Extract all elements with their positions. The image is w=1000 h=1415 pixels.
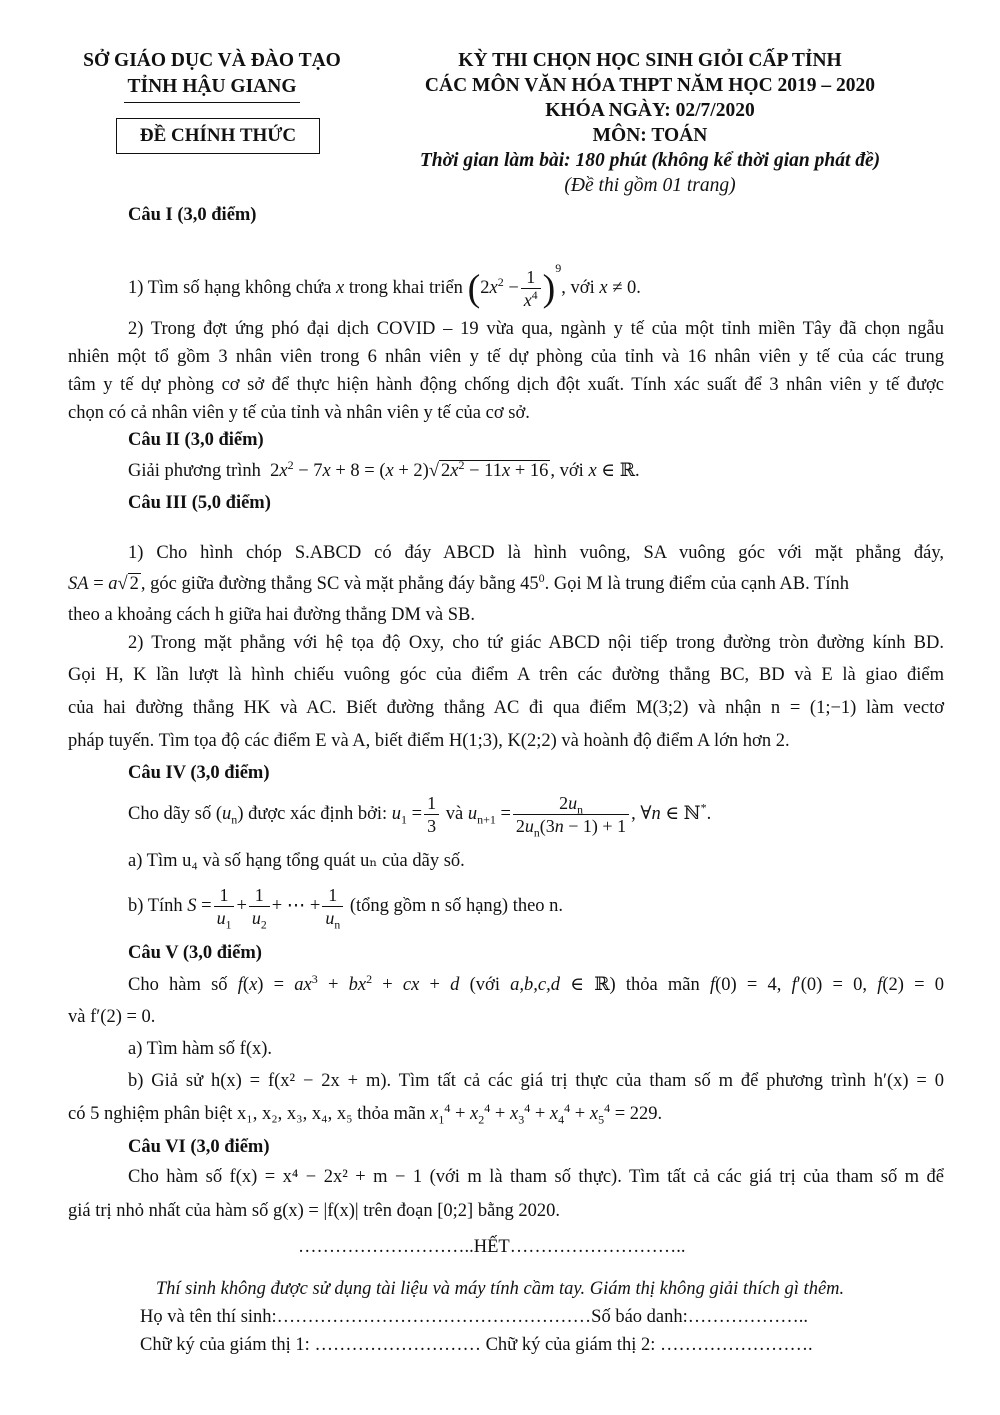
end-of-exam-mark: ………………………..HẾT……………………….. bbox=[298, 1237, 686, 1257]
question-3-line-3: theo a khoảng cách h giữa hai đường thẳng DM và SB. bbox=[68, 605, 475, 625]
page-count-note: (Đề thi gồm 01 trang) bbox=[564, 175, 736, 196]
exam-header bbox=[385, 48, 915, 198]
question-6-line-2: giá trị nhỏ nhất của hàm số g(x) = |f(x)| trên đoạn [0;2] bằng 2020. bbox=[68, 1201, 561, 1221]
question-3-line-2: SA = a√ 2 , góc giữa đường thẳng SC và mặt phẳng đáy bằng $45^0$. Gọi M là trung điểm của cạnh AB. Tính bbox=[68, 570, 849, 594]
question-3-line-1: 1) Cho hình chóp S.ABCD có đáy ABCD là hình vuông, SA vuông góc với mặt phẳng đáy, bbox=[128, 543, 944, 563]
department-header bbox=[62, 48, 362, 103]
official-exam-label: ĐỀ CHÍNH THỨC bbox=[116, 118, 320, 154]
question-5-part-a: a) Tìm hàm số f(x). bbox=[128, 1039, 273, 1059]
question-4-title: Câu IV (3,0 điểm) bbox=[128, 763, 270, 783]
question-3-line-7: pháp tuyến. Tìm tọa độ các điểm E và A, biết điểm H(1;3), K(2;2) và hoành độ điểm A lớn hơn 2. bbox=[68, 731, 790, 751]
exam-title: KỲ THI CHỌN HỌC SINH GIỎI CẤP TỈNH bbox=[458, 50, 842, 71]
question-1-part-2-line-1: 2) Trong đợt ứng phó đại dịch COVID – 19 vừa qua, ngành y tế của một tỉnh miền Tây đã chọn ngẫu bbox=[128, 319, 944, 339]
question-3-line-6: của hai đường thẳng HK và AC. Biết đường thẳng AC đi qua điểm M(3;2) và nhận n = (1;−1) làm vectơ bbox=[68, 698, 944, 718]
exam-subject: MÔN: TOÁN bbox=[592, 125, 708, 146]
question-4-part-a: a) Tìm u₄ và số hạng tổng quát uₙ của dãy số. bbox=[128, 851, 465, 871]
exam-date: KHÓA NGÀY: 02/7/2020 bbox=[545, 100, 755, 121]
question-5-part-b-condition: có 5 nghiệm phân biệt x₁, x₂, x₃, x₄, x₅ thỏa mãn $x_1^4 + x_2^4 + x_3^4 + x_4^4 + x_5^4 = 229$. bbox=[68, 1100, 663, 1127]
question-4-definition: Cho dãy số $(u_n)$ được xác định bởi: $u_1$ = $\frac{1}{3}$ và $u_{n+1}$ = $\frac{2u_n}{2u_n(3n - 1) + 1}$ , ∀n ∈ ℕ*. bbox=[128, 793, 712, 840]
question-3-title: Câu III (5,0 điểm) bbox=[128, 493, 271, 513]
question-3-line-4: 2) Trong mặt phẳng với hệ tọa độ Oxy, cho tứ giác ABCD nội tiếp trong đường tròn đường kính BD. bbox=[128, 633, 944, 653]
question-1-part-2-line-4: chọn có cả nhân viên y tế của tỉnh và nhân viên y tế của cơ sở. bbox=[68, 403, 530, 423]
question-1-title: Câu I (3,0 điểm) bbox=[128, 205, 257, 225]
question-1-part-2-line-3: tâm y tế dự phòng cơ sở để thực hiện hành động chống dịch đột xuất. Tính xác suất để 3 nhân viên y tế được bbox=[68, 375, 944, 395]
question-5-title: Câu V (3,0 điểm) bbox=[128, 943, 262, 963]
question-1-part-2-line-2: nhiên một tổ gồm 3 nhân viên trong 6 nhân viên y tế dự phòng của tỉnh và 16 nhân viên y tế của các trung bbox=[68, 347, 944, 367]
question-1-part-1: 1) Tìm số hạng không chứa x trong khai triển ($2x^2$ − $\frac{1}{x^4}$ )$^9$, với x ≠ 0. bbox=[128, 260, 641, 310]
question-5-line-1: Cho hàm số $f(x) = ax^3 + bx^2$ + cx + d (với a,b,c,d ∈ ℝ) thỏa mãn f(0) = 4, f′(0) = 0, f(2) = 0 bbox=[128, 971, 945, 995]
question-3-line-5: Gọi H, K lần lượt là hình chiếu vuông góc của điểm A trên các đường thẳng BC, BD và E là giao điểm bbox=[68, 665, 944, 685]
question-4-part-b: b) Tính S = $\frac{1}{u_1}$ + $\frac{1}{u_2}$ + ⋯ + $\frac{1}{u_n}$ (tổng gồm n số hạng) theo n. bbox=[128, 885, 564, 932]
question-5-part-b: b) Giả sử h(x) = f(x² − 2x + m). Tìm tất cả các giá trị thực của tham số m để phương trình h′(x) = 0 bbox=[128, 1071, 944, 1091]
exam-duration: Thời gian làm bài: 180 phút (không kể thời gian phát đề) bbox=[419, 150, 881, 171]
question-2-title: Câu II (3,0 điểm) bbox=[128, 430, 264, 450]
question-6-line-1: Cho hàm số f(x) = x⁴ − 2x² + m − 1 (với m là tham số thực). Tìm tất cả các giá trị của tham số m để bbox=[128, 1167, 944, 1187]
candidate-name-line: Họ và tên thí sinh:……………………………………………Số báo danh:……………….. bbox=[140, 1307, 809, 1327]
question-5-line-2: và f′(2) = 0. bbox=[68, 1007, 156, 1027]
proctor-signature-line: Chữ ký của giám thị 1: ……………………… Chữ ký của giám thị 2: ……………………. bbox=[140, 1335, 813, 1355]
exam-subtitle: CÁC MÔN VĂN HÓA THPT NĂM HỌC 2019 – 2020 bbox=[424, 75, 876, 96]
question-6-title: Câu VI (3,0 điểm) bbox=[128, 1137, 270, 1157]
header-underline bbox=[124, 102, 300, 103]
province-name: TỈNH HẬU GIANG bbox=[127, 76, 297, 97]
candidate-instructions: Thí sinh không được sử dụng tài liệu và máy tính cầm tay. Giám thị không giải thích gì thêm. bbox=[155, 1279, 845, 1299]
department-name: SỞ GIÁO DỤC VÀ ĐÀO TẠO bbox=[83, 50, 341, 71]
question-2-equation: Giải phương trình $2x^2 - 7x + 8 = (x + 2)√$ $2x^2 - 11x + 16$ , với x ∈ ℝ. bbox=[128, 457, 640, 481]
